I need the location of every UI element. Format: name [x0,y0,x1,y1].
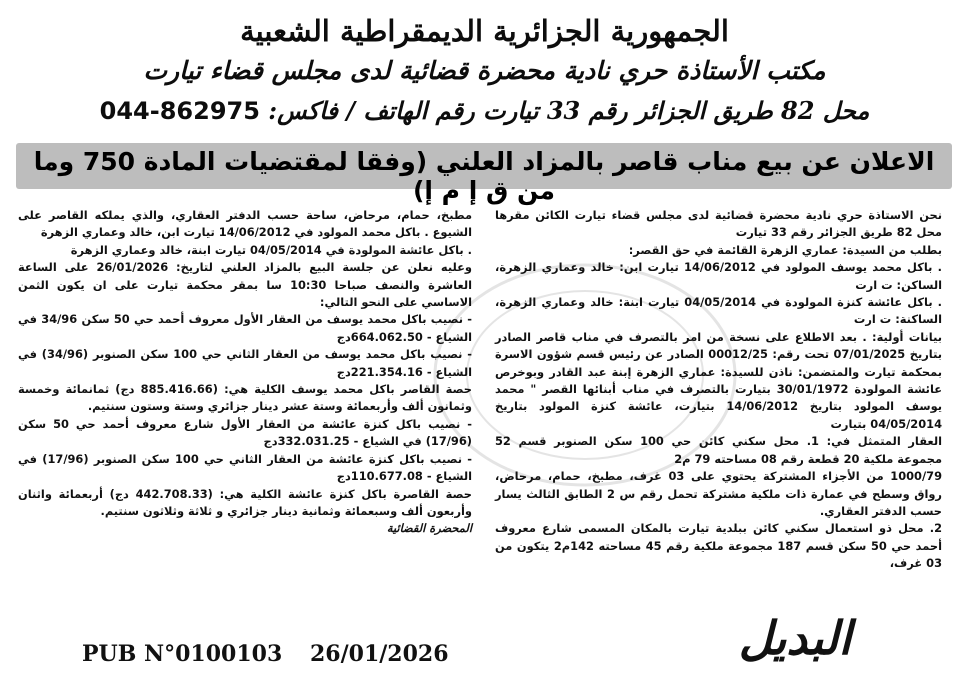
paragraph: بطلب من السيدة: عماري الزهرة القائمة في حق القصر: [628,242,942,257]
paragraph: العقار المتمثل في: 1. محل سكني كائن حي 100 سكن الصنوبر قسم 52 مجموعة ملكية 20 قطعة رقم 08 مساحته 79 م2 [495,434,943,466]
paragraph: - نصيب باكل محمد يوسف من العقار الأول معروف أحمد حي 50 سكن 34/96 في الشياع - 664.062.50دج [18,312,472,344]
paragraph: - نصيب باكل كنزة عائشة من العقار الأول شارع معروف أحمد حي 50 سكن (17/96) في الشياع - 332.031.25دج [18,416,472,449]
paragraph: مطبخ، حمام، مرحاض، ساحة حسب الدفتر العقاري، والذي يملكه القاصر على الشيوع . باكل محمد المولود في 14/06/2012 تيارت ابن، خالد وعماري الزهرة [18,208,472,240]
paragraph: وعليه نعلن عن جلسة البيع بالمزاد العلني لتاريخ: 26/01/2026 على الساعة العاشرة والنصف صباحا 10:30 سا بمقر محكمة تيارت على ان يكون الثمن الاساسي على النحو التالي: [18,260,473,310]
publication-date: 26/01/2026 [310,641,449,667]
newspaper-title: البديل [738,611,852,665]
publication-number: PUB N°0100103 [82,641,283,667]
office-title: مكتب الأستاذة حري نادية محضرة قضائية لدى مجلس قضاء تيارت [143,56,826,85]
announcement-title: الاعلان عن بيع مناب قاصر بالمزاد العلني (وفقا لمقتضيات المادة 750 وما من ق إ م إ) [33,147,935,205]
paragraph: حصة القاصر باكل محمد يوسف الكلية هي: (885.416.66 دج) ثمانمائة وخمسة وثمانون ألف وأربعمائة وستة عشر دينار جزائري وستة وستون سنتيم. [18,382,472,414]
fax-number: 044-862975 [99,97,260,125]
paragraph: . باكل محمد يوسف المولود في 14/06/2012 تيارت ابن: خالد وعماري الزهرة، الساكن: ت ارت [495,260,942,292]
paragraph: حصة القاصرة باكل كنزة عائشة الكلية هي: (442.708.33 دج) أربعمائة واثنان وأربعون ألف وسبعمائة وثمانية دينار جزائري و ثلاثة وثلاثون سنتيم. [18,486,472,518]
paragraph: . باكل عائشة كنزة المولودة في 04/05/2014 تيارت ابنة: خالد وعماري الزهرة، الساكنة: ت ارت [495,295,942,327]
right-text-column [495,207,942,573]
paragraph: بيانات أولية: . بعد الاطلاع على نسخة من امر بالتصرف في مناب قاصر الصادر بتاريخ 07/01/2025 تحت رقم: 00012/25 الصادر عن رئيس قسم شؤون الاسرة بمحكمة تيارت والمتضمن: ناذن للسيدة: عماري الزهرة إبنة عبد القادر وبوخرص عائشة المولودة 30/01/1972 بتيارت بالتصرف في مناب أبنائها القصر " محمد يوسف المولود بتاريخ 14/06/2012 بتيارت، عائشة كنزة المولود بتاريخ 04/05/2014 بتيارت [495,329,942,431]
paragraph: - نصيب باكل محمد يوسف من العقار الثاني حي 100 سكن الصنوبر (34/96) في الشياع - 221.354.16دج [18,347,472,379]
republic-title: الجمهورية الجزائرية الديمقراطية الشعبية [240,14,729,48]
office-address [0,96,969,125]
paragraph: - نصيب باكل كنزة عائشة من العقار الثاني حي 100 سكن الصنوبر (17/96) في الشياع - 110.677.08دج [18,451,472,484]
left-text-column [18,207,472,538]
paragraph: نحن الاستاذة حري نادية محضرة قضائية لدى مجلس قضاء تيارت الكائن مقرها محل 82 طريق الجزائر رقم 33 تيارت [495,208,942,240]
signature: المحضرة القضائية [386,521,472,536]
paragraph: . باكل عائشة المولودة في 04/05/2014 تيارت ابنة، خالد وعماري الزهرة [70,242,472,257]
paragraph: 1000/79 من الأجزاء المشتركة يحتوي على 03 غرف، مطبخ، حمام، مرحاض، رواق وسطح في عمارة ذات ملكية مشتركة تحمل رقم س 2 الطابق الثالث يسار حسب الدفتر العقاري. [495,469,942,518]
address-text: محل 82 طريق الجزائر رقم 33 تيارت رقم الهاتف / فاكس: [268,96,870,125]
paragraph: 2. محل ذو استعمال سكني كائن ببلدية تيارت بالمكان المسمى شارع معروف أحمد حي 50 سكن قسم 187 مجموعة ملكية رقم 45 مساحته 142م2 يتكون من 03 غرف، [495,521,942,571]
